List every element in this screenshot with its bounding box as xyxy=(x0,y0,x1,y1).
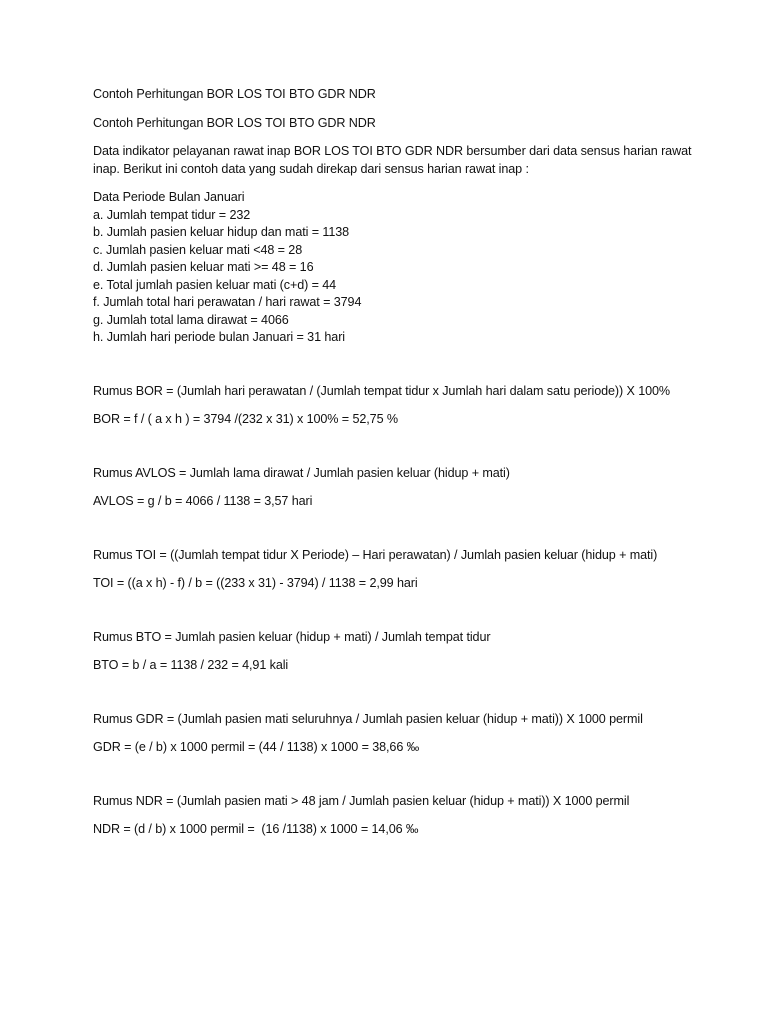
list-item: a. Jumlah tempat tidur = 232 xyxy=(93,207,251,222)
list-item: g. Jumlah total lama dirawat = 4066 xyxy=(93,312,289,327)
formula-calc: NDR = (d / b) x 1000 permil = (16 /1138) x 1000 = 14,06 ‰ xyxy=(93,822,419,836)
document-title: Contoh Perhitungan BOR LOS TOI BTO GDR NDR xyxy=(93,87,376,101)
document-subtitle: Contoh Perhitungan BOR LOS TOI BTO GDR NDR xyxy=(93,115,376,130)
formula-rule: Rumus NDR = (Jumlah pasien mati > 48 jam / Jumlah pasien keluar (hidup + mati)) X 1000 permil xyxy=(93,793,630,808)
data-heading: Data Periode Bulan Januari xyxy=(93,190,245,204)
formula-calc: BTO = b / a = 1138 / 232 = 4,91 kali xyxy=(93,658,289,672)
formula-calc: AVLOS = g / b = 4066 / 1138 = 3,57 hari xyxy=(93,494,313,508)
list-item: e. Total jumlah pasien keluar mati (c+d) = 44 xyxy=(93,277,337,292)
formula-toi xyxy=(93,547,693,593)
formula-ndr xyxy=(93,793,693,839)
list-item: f. Jumlah total hari perawatan / hari rawat = 3794 xyxy=(93,295,362,309)
data-section xyxy=(93,189,693,347)
list-item: c. Jumlah pasien keluar mati <48 = 28 xyxy=(93,242,303,257)
formula-calc: TOI = ((a x h) - f) / b = ((233 x 31) - 3794) / 1138 = 2,99 hari xyxy=(93,576,418,590)
list-item: d. Jumlah pasien keluar mati >= 48 = 16 xyxy=(93,260,314,274)
list-item: h. Jumlah hari periode bulan Januari = 31 hari xyxy=(93,330,345,344)
formula-calc: GDR = (e / b) x 1000 permil = (44 / 1138) x 1000 = 38,66 ‰ xyxy=(93,740,420,754)
formula-rule: Rumus GDR = (Jumlah pasien mati seluruhnya / Jumlah pasien keluar (hidup + mati)) X 1000 permil xyxy=(93,711,643,726)
formula-bor xyxy=(93,383,693,429)
intro-paragraph: Data indikator pelayanan rawat inap BOR LOS TOI BTO GDR NDR bersumber dari data sensus harian rawat inap. Berikut ini contoh data yang sudah direkap dari sensus harian rawat inap : xyxy=(93,144,695,176)
formula-gdr xyxy=(93,711,693,757)
formula-rule: Rumus AVLOS = Jumlah lama dirawat / Jumlah pasien keluar (hidup + mati) xyxy=(93,465,510,480)
formula-avlos xyxy=(93,465,693,511)
document-body xyxy=(93,86,693,839)
formula-bto xyxy=(93,629,693,675)
list-item: b. Jumlah pasien keluar hidup dan mati = 1138 xyxy=(93,225,350,239)
formula-calc: BOR = f / ( a x h ) = 3794 /(232 x 31) x 100% = 52,75 % xyxy=(93,412,398,426)
formula-rule: Rumus TOI = ((Jumlah tempat tidur X Periode) – Hari perawatan) / Jumlah pasien keluar (hidup + mati) xyxy=(93,547,658,562)
formula-rule: Rumus BTO = Jumlah pasien keluar (hidup + mati) / Jumlah tempat tidur xyxy=(93,629,491,644)
formula-rule: Rumus BOR = (Jumlah hari perawatan / (Jumlah tempat tidur x Jumlah hari dalam satu periode)) X 100% xyxy=(93,383,671,398)
